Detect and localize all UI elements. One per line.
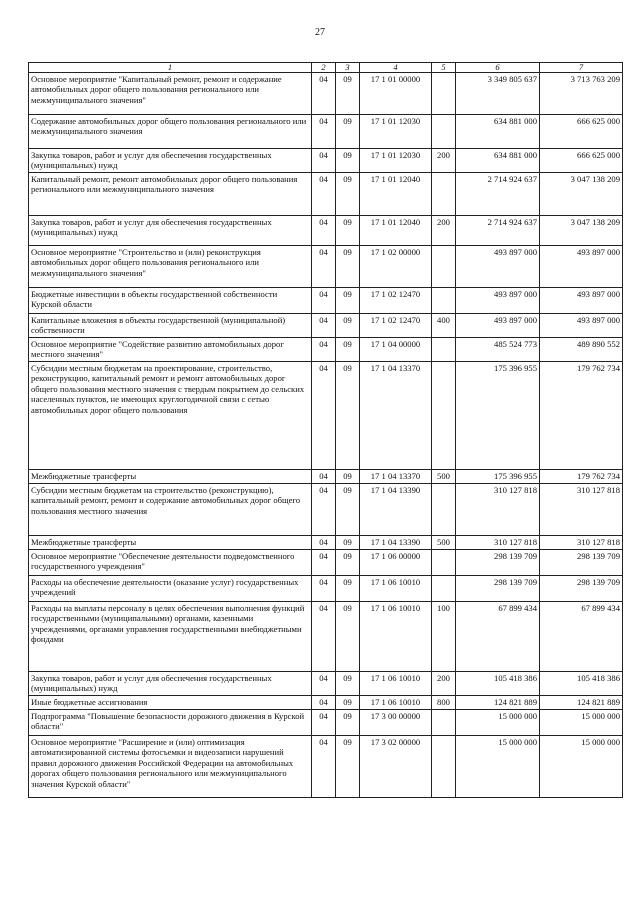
row-name-cell: Основное мероприятие "Обеспечение деятельности подведомственного государственного учреждения" [29,550,312,576]
header-row [29,63,623,73]
row-section-cell: 04 [312,576,336,602]
table-row [29,710,623,736]
row-sum-year1-cell: 124 821 889 [456,696,540,710]
row-subsection-cell: 09 [336,246,360,288]
table-row [29,362,623,470]
row-expense-type-cell [432,173,456,216]
row-sum-year1-cell: 105 418 386 [456,672,540,696]
row-subsection-cell: 09 [336,672,360,696]
row-name-cell: Подпрограмма "Повышение безопасности дорожного движения в Курской области" [29,710,312,736]
page-number: 27 [315,27,325,38]
row-name-cell: Капитальные вложения в объекты государственной (муниципальной) собственности [29,314,312,338]
row-expense-type-cell [432,710,456,736]
row-sum-year2-cell: 179 762 734 [540,470,623,484]
row-target-code-cell: 17 1 06 10010 [360,576,432,602]
row-sum-year1-cell: 3 349 805 637 [456,73,540,115]
row-section-cell: 04 [312,470,336,484]
table-row [29,484,623,536]
row-expense-type-cell: 400 [432,314,456,338]
table-row [29,672,623,696]
row-sum-year2-cell: 493 897 000 [540,314,623,338]
row-sum-year1-cell: 298 139 709 [456,550,540,576]
row-name-cell: Субсидии местным бюджетам на строительство (реконструкцию), капитальный ремонт, ремонт и содержание автомобильных дорог общего пользования местного значения [29,484,312,536]
table-row [29,338,623,362]
column-header: 7 [540,63,623,73]
row-name-cell: Межбюджетные трансферты [29,536,312,550]
row-sum-year2-cell: 493 897 000 [540,246,623,288]
row-sum-year2-cell: 3 713 763 209 [540,73,623,115]
row-sum-year1-cell: 310 127 818 [456,484,540,536]
table-row [29,736,623,798]
row-section-cell: 04 [312,173,336,216]
row-sum-year2-cell: 298 139 709 [540,550,623,576]
row-section-cell: 04 [312,362,336,470]
table-row [29,576,623,602]
row-target-code-cell: 17 1 06 10010 [360,696,432,710]
row-expense-type-cell [432,550,456,576]
row-section-cell: 04 [312,246,336,288]
row-expense-type-cell: 500 [432,536,456,550]
row-expense-type-cell [432,484,456,536]
row-sum-year1-cell: 634 881 000 [456,149,540,173]
row-target-code-cell: 17 1 01 12040 [360,173,432,216]
table-row [29,314,623,338]
row-subsection-cell: 09 [336,710,360,736]
table-row [29,73,623,115]
row-name-cell: Субсидии местным бюджетам на проектирование, строительство, реконструкцию, капитальный ремонт и ремонт автомобильных дорог общего пользования местного значения с твердым покрытием до сельских населенных пунктов, не имеющих круглогодичной связи с сетью автомобильных дорог общего пользования [29,362,312,470]
row-sum-year2-cell: 179 762 734 [540,362,623,470]
row-expense-type-cell [432,338,456,362]
row-target-code-cell: 17 1 02 12470 [360,314,432,338]
row-subsection-cell: 09 [336,314,360,338]
column-header: 5 [432,63,456,73]
row-name-cell: Основное мероприятие "Расширение и (или) оптимизация автоматизированной системы фотосъемки и видеозаписи нарушений правил дорожного движения Российской Федерации на автомобильных дорогах общего пользования регионального или межмуниципального значения Курской области" [29,736,312,798]
row-sum-year2-cell: 67 899 434 [540,602,623,672]
row-target-code-cell: 17 1 06 00000 [360,550,432,576]
row-target-code-cell: 17 1 04 13390 [360,536,432,550]
row-subsection-cell: 09 [336,149,360,173]
row-name-cell: Иные бюджетные ассигнования [29,696,312,710]
budget-table [28,62,623,798]
row-section-cell: 04 [312,115,336,149]
row-section-cell: 04 [312,710,336,736]
row-section-cell: 04 [312,216,336,246]
table-row [29,246,623,288]
row-name-cell: Расходы на выплаты персоналу в целях обеспечения выполнения функций государственными (муниципальными) органами, казенными учреждениями, органами управления государственными внебюджетными фондами [29,602,312,672]
row-name-cell: Расходы на обеспечение деятельности (оказание услуг) государственных учреждений [29,576,312,602]
column-header: 4 [360,63,432,73]
table-row [29,216,623,246]
row-expense-type-cell [432,115,456,149]
row-expense-type-cell [432,736,456,798]
row-section-cell: 04 [312,484,336,536]
row-subsection-cell: 09 [336,484,360,536]
row-subsection-cell: 09 [336,115,360,149]
row-sum-year1-cell: 493 897 000 [456,288,540,314]
row-sum-year2-cell: 666 625 000 [540,149,623,173]
row-target-code-cell: 17 1 06 10010 [360,602,432,672]
row-section-cell: 04 [312,314,336,338]
table-row [29,470,623,484]
row-target-code-cell: 17 1 04 13370 [360,362,432,470]
table-row [29,550,623,576]
row-sum-year2-cell: 15 000 000 [540,710,623,736]
row-expense-type-cell: 200 [432,216,456,246]
table-row [29,536,623,550]
row-section-cell: 04 [312,696,336,710]
row-subsection-cell: 09 [336,73,360,115]
row-subsection-cell: 09 [336,216,360,246]
row-target-code-cell: 17 1 01 12030 [360,149,432,173]
row-target-code-cell: 17 1 01 00000 [360,73,432,115]
row-sum-year1-cell: 67 899 434 [456,602,540,672]
row-expense-type-cell [432,246,456,288]
row-expense-type-cell [432,576,456,602]
row-expense-type-cell: 500 [432,470,456,484]
row-expense-type-cell [432,362,456,470]
row-target-code-cell: 17 1 01 12030 [360,115,432,149]
row-sum-year2-cell: 310 127 818 [540,536,623,550]
column-header: 2 [312,63,336,73]
row-expense-type-cell: 200 [432,672,456,696]
row-section-cell: 04 [312,149,336,173]
row-name-cell: Капитальный ремонт, ремонт автомобильных дорог общего пользования регионального или межмуниципального значения [29,173,312,216]
row-name-cell: Закупка товаров, работ и услуг для обеспечения государственных (муниципальных) нужд [29,672,312,696]
row-target-code-cell: 17 1 02 12470 [360,288,432,314]
table-row [29,696,623,710]
row-subsection-cell: 09 [336,536,360,550]
row-section-cell: 04 [312,338,336,362]
row-subsection-cell: 09 [336,736,360,798]
row-sum-year1-cell: 15 000 000 [456,710,540,736]
column-header: 6 [456,63,540,73]
column-header: 3 [336,63,360,73]
row-sum-year2-cell: 124 821 889 [540,696,623,710]
row-target-code-cell: 17 1 02 00000 [360,246,432,288]
row-sum-year2-cell: 493 897 000 [540,288,623,314]
row-section-cell: 04 [312,736,336,798]
row-sum-year1-cell: 175 396 955 [456,362,540,470]
row-expense-type-cell: 800 [432,696,456,710]
row-subsection-cell: 09 [336,550,360,576]
row-sum-year2-cell: 310 127 818 [540,484,623,536]
row-target-code-cell: 17 1 04 13370 [360,470,432,484]
row-section-cell: 04 [312,288,336,314]
row-sum-year1-cell: 175 396 955 [456,470,540,484]
row-target-code-cell: 17 1 06 10010 [360,672,432,696]
row-sum-year1-cell: 298 139 709 [456,576,540,602]
row-target-code-cell: 17 3 00 00000 [360,710,432,736]
row-expense-type-cell: 100 [432,602,456,672]
row-subsection-cell: 09 [336,470,360,484]
row-target-code-cell: 17 3 02 00000 [360,736,432,798]
row-name-cell: Основное мероприятие "Содействие развитию автомобильных дорог местного значения" [29,338,312,362]
row-name-cell: Содержание автомобильных дорог общего пользования регионального или межмуниципального значения [29,115,312,149]
row-name-cell: Основное мероприятие "Капитальный ремонт, ремонт и содержание автомобильных дорог общего пользования регионального или межмуниципального значения" [29,73,312,115]
row-name-cell: Основное мероприятие "Строительство и (или) реконструкция автомобильных дорог общего пользования регионального или межмуниципального значения" [29,246,312,288]
row-section-cell: 04 [312,550,336,576]
row-section-cell: 04 [312,536,336,550]
row-subsection-cell: 09 [336,288,360,314]
row-sum-year1-cell: 2 714 924 637 [456,173,540,216]
row-sum-year2-cell: 3 047 138 209 [540,173,623,216]
row-expense-type-cell [432,73,456,115]
row-subsection-cell: 09 [336,173,360,216]
row-expense-type-cell: 200 [432,149,456,173]
column-header: 1 [29,63,312,73]
row-sum-year2-cell: 105 418 386 [540,672,623,696]
table-row [29,602,623,672]
row-subsection-cell: 09 [336,696,360,710]
row-target-code-cell: 17 1 04 00000 [360,338,432,362]
row-subsection-cell: 09 [336,338,360,362]
row-sum-year1-cell: 634 881 000 [456,115,540,149]
row-sum-year2-cell: 666 625 000 [540,115,623,149]
row-name-cell: Закупка товаров, работ и услуг для обеспечения государственных (муниципальных) нужд [29,149,312,173]
row-sum-year1-cell: 310 127 818 [456,536,540,550]
row-sum-year1-cell: 493 897 000 [456,246,540,288]
row-sum-year1-cell: 493 897 000 [456,314,540,338]
row-name-cell: Бюджетные инвестиции в объекты государственной собственности Курской области [29,288,312,314]
row-subsection-cell: 09 [336,602,360,672]
table-row [29,173,623,216]
row-sum-year1-cell: 2 714 924 637 [456,216,540,246]
row-sum-year1-cell: 15 000 000 [456,736,540,798]
row-section-cell: 04 [312,73,336,115]
row-sum-year2-cell: 489 890 552 [540,338,623,362]
row-section-cell: 04 [312,602,336,672]
row-subsection-cell: 09 [336,576,360,602]
table-row [29,115,623,149]
row-sum-year2-cell: 298 139 709 [540,576,623,602]
row-target-code-cell: 17 1 01 12040 [360,216,432,246]
row-target-code-cell: 17 1 04 13390 [360,484,432,536]
row-expense-type-cell [432,288,456,314]
table-row [29,149,623,173]
row-section-cell: 04 [312,672,336,696]
row-subsection-cell: 09 [336,362,360,470]
row-name-cell: Закупка товаров, работ и услуг для обеспечения государственных (муниципальных) нужд [29,216,312,246]
row-sum-year1-cell: 485 524 773 [456,338,540,362]
row-sum-year2-cell: 3 047 138 209 [540,216,623,246]
row-name-cell: Межбюджетные трансферты [29,470,312,484]
table-row [29,288,623,314]
row-sum-year2-cell: 15 000 000 [540,736,623,798]
